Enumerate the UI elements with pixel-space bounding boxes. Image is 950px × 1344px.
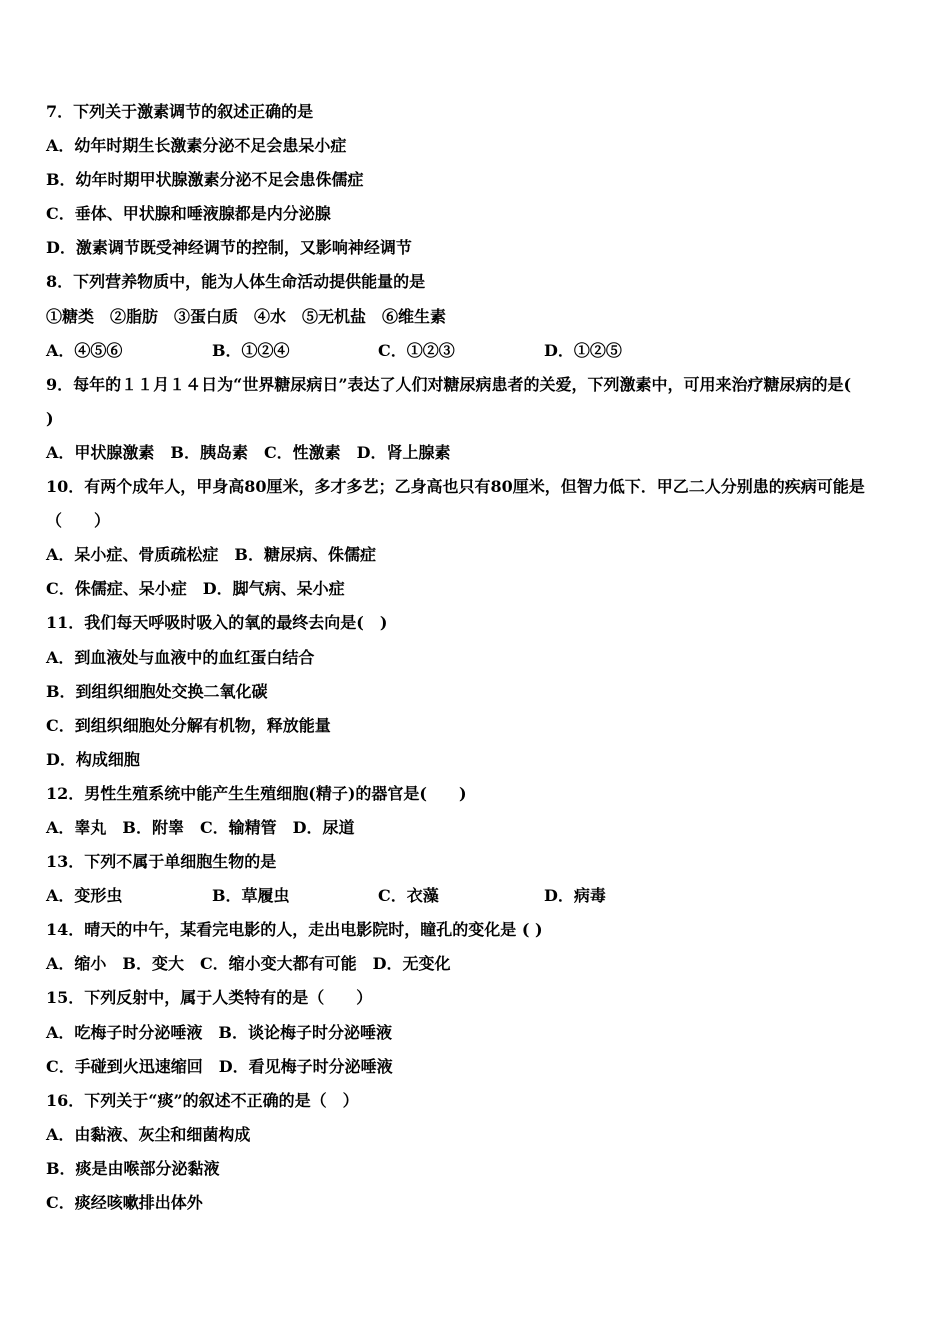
- text-line: 15．下列反射中，属于人类特有的是（ ）: [46, 988, 373, 1008]
- text-line: C．垂体、甲状腺和唾液腺都是内分泌腺: [46, 204, 331, 224]
- options-row: [46, 879, 906, 913]
- text-line: C．到组织细胞处分解有机物，释放能量: [46, 715, 331, 735]
- text-line: 8．下列营养物质中，能为人体生命活动提供能量的是: [46, 272, 426, 292]
- text-line: A．到血液处与血液中的血红蛋白结合: [46, 647, 315, 667]
- text-line: C．手碰到火迅速缩回 D．看见梅子时分泌唾液: [46, 1056, 393, 1076]
- text-line: A．吃梅子时分泌唾液 B．谈论梅子时分泌唾液: [46, 1022, 392, 1042]
- document-page: [46, 95, 906, 1220]
- text-line: 16．下列关于“痰”的叙述不正确的是（ ）: [46, 1090, 359, 1110]
- text-line: 12．男性生殖系统中能产生生殖细胞(精子)的器官是( ): [46, 783, 467, 803]
- text-line: A．睾丸 B．附睾 C．输精管 D．尿道: [46, 817, 355, 837]
- text-line: C．痰经咳嗽排出体外: [46, 1193, 203, 1212]
- option: C．衣藻: [378, 886, 439, 906]
- text-line: 7．下列关于激素调节的叙述正确的是: [46, 102, 314, 121]
- text-line: D．激素调节既受神经调节的控制，又影响神经调节: [46, 238, 412, 258]
- text-line: A．甲状腺激素 B．胰岛素 C．性激素 D．肾上腺素: [46, 442, 451, 462]
- option: B．①②④: [212, 340, 290, 360]
- text-line: 11．我们每天呼吸时吸入的氧的最终去向是( ): [46, 613, 388, 633]
- text-line: B．痰是由喉部分泌黏液: [46, 1158, 220, 1178]
- option: B．草履虫: [212, 886, 290, 906]
- text-line: （ ）: [46, 511, 111, 531]
- option: A．变形虫: [46, 886, 123, 906]
- text-line: ): [46, 408, 54, 428]
- text-line: ①糖类 ②脂肪 ③蛋白质 ④水 ⑤无机盐 ⑥维生素: [46, 306, 447, 326]
- text-line: 14．晴天的中午，某看完电影的人，走出电影院时，瞳孔的变化是 ( ): [46, 920, 543, 940]
- text-line: 13．下列不属于单细胞生物的是: [46, 852, 277, 872]
- option: D．病毒: [544, 886, 606, 906]
- text-line: 10．有两个成年人，甲身高80厘米，多才多艺；乙身高也只有80厘米，但智力低下．甲乙二人分别患的疾病可能是: [46, 477, 865, 497]
- text-line: A．缩小 B．变大 C．缩小变大都有可能 D．无变化: [46, 954, 451, 974]
- text-line: A．呆小症、骨质疏松症 B．糖尿病、侏儒症: [46, 545, 376, 565]
- option: A．④⑤⑥: [46, 340, 123, 360]
- options-row: [46, 334, 906, 368]
- text-line: A．由黏液、灰尘和细菌构成: [46, 1124, 251, 1144]
- text-line: 9．每年的１１月１４日为“世界糖尿病日”表达了人们对糖尿病患者的关爱，下列激素中，可用来治疗糖尿病的是(: [46, 374, 852, 394]
- text-line: C．侏儒症、呆小症 D．脚气病、呆小症: [46, 579, 345, 599]
- text-line: A．幼年时期生长激素分泌不足会患呆小症: [46, 136, 347, 156]
- text-line: B．到组织细胞处交换二氧化碳: [46, 681, 268, 701]
- option: D．①②⑤: [544, 340, 622, 360]
- option: C．①②③: [378, 340, 455, 360]
- text-line: B．幼年时期甲状腺激素分泌不足会患侏儒症: [46, 170, 364, 190]
- text-line: D．构成细胞: [46, 749, 140, 769]
